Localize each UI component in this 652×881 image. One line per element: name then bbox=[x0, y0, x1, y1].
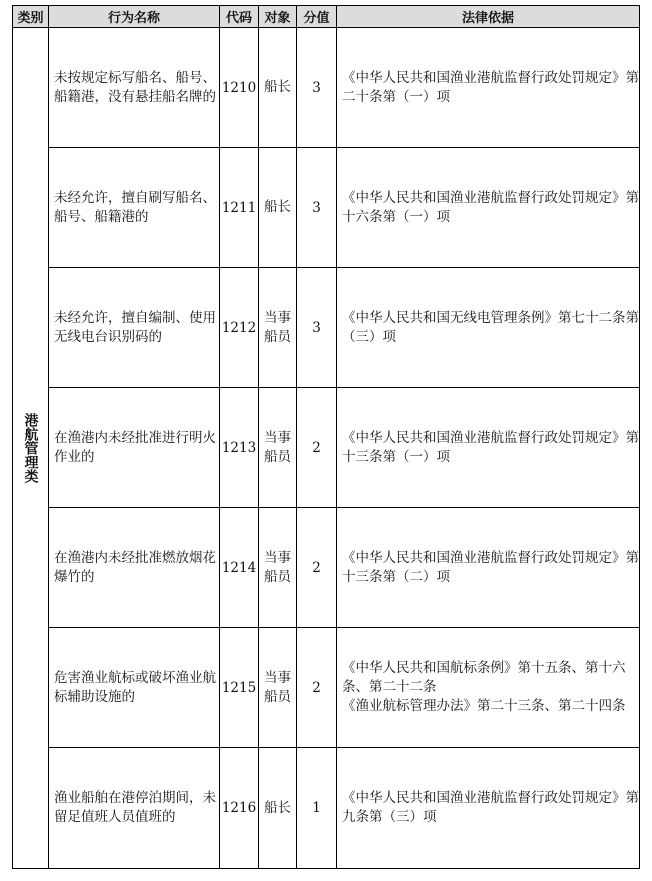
legal-basis: 《中华人民共和国无线电管理条例》第七十二条第（三）项 bbox=[337, 268, 640, 388]
behavior-code: 1215 bbox=[220, 628, 259, 748]
table-row bbox=[13, 388, 640, 508]
behavior-score: 1 bbox=[297, 748, 337, 869]
legal-basis: 《中华人民共和国渔业港航监督行政处罚规定》第十三条第（一）项 bbox=[337, 388, 640, 508]
behavior-target bbox=[259, 628, 297, 748]
legal-basis: 《中华人民共和国渔业港航监督行政处罚规定》第二十条第（一）项 bbox=[337, 28, 640, 148]
behavior-name: 未经允许，擅自编制、使用无线电台识别码的 bbox=[49, 268, 220, 388]
behavior-target-text: 当事船员 bbox=[264, 669, 291, 705]
behavior-score: 3 bbox=[297, 28, 337, 148]
behavior-target-text: 当事船员 bbox=[264, 429, 291, 465]
behavior-score: 2 bbox=[297, 628, 337, 748]
header-category: 类别 bbox=[13, 6, 49, 28]
behavior-target bbox=[259, 388, 297, 508]
behavior-name: 未经允许，擅自刷写船名、船号、船籍港的 bbox=[49, 148, 220, 268]
table-row bbox=[13, 148, 640, 268]
behavior-score: 2 bbox=[297, 508, 337, 628]
header-target: 对象 bbox=[259, 6, 297, 28]
behavior-code: 1213 bbox=[220, 388, 259, 508]
table-row bbox=[13, 748, 640, 869]
header-score: 分值 bbox=[297, 6, 337, 28]
behavior-target-text: 当事船员 bbox=[264, 549, 291, 585]
legal-basis: 《中华人民共和国渔业港航监督行政处罚规定》第九条第（三）项 bbox=[337, 748, 640, 869]
behavior-code: 1212 bbox=[220, 268, 259, 388]
table-row bbox=[13, 268, 640, 388]
category-label: 港航管理类 bbox=[22, 413, 39, 483]
behavior-name: 渔业船舶在港停泊期间，未留足值班人员值班的 bbox=[49, 748, 220, 869]
legal-basis: 《中华人民共和国渔业港航监督行政处罚规定》第十三条第（二）项 bbox=[337, 508, 640, 628]
behavior-name: 在渔港内未经批准燃放烟花爆竹的 bbox=[49, 508, 220, 628]
behavior-name: 在渔港内未经批准进行明火作业的 bbox=[49, 388, 220, 508]
table-row bbox=[13, 508, 640, 628]
table-row bbox=[13, 28, 640, 148]
legal-basis: 《中华人民共和国航标条例》第十五条、第十六条、第二十二条 《渔业航标管理办法》第二十三条、第二十四条 bbox=[337, 628, 640, 748]
header-basis: 法律依据 bbox=[337, 6, 640, 28]
behavior-target bbox=[259, 508, 297, 628]
table-header-row bbox=[13, 6, 640, 28]
header-name: 行为名称 bbox=[49, 6, 220, 28]
behavior-score: 3 bbox=[297, 268, 337, 388]
behavior-code: 1214 bbox=[220, 508, 259, 628]
behavior-code: 1216 bbox=[220, 748, 259, 869]
behavior-score: 3 bbox=[297, 148, 337, 268]
penalty-table bbox=[12, 5, 640, 869]
behavior-score: 2 bbox=[297, 388, 337, 508]
table-row bbox=[13, 628, 640, 748]
header-code: 代码 bbox=[220, 6, 259, 28]
category-cell bbox=[13, 28, 49, 869]
behavior-code: 1211 bbox=[220, 148, 259, 268]
behavior-name: 未按规定标写船名、船号、船籍港，没有悬挂船名牌的 bbox=[49, 28, 220, 148]
behavior-target: 船长 bbox=[259, 148, 297, 268]
legal-basis: 《中华人民共和国渔业港航监督行政处罚规定》第十六条第（一）项 bbox=[337, 148, 640, 268]
behavior-target bbox=[259, 268, 297, 388]
behavior-target: 船长 bbox=[259, 28, 297, 148]
behavior-target-text: 当事船员 bbox=[264, 309, 291, 345]
behavior-code: 1210 bbox=[220, 28, 259, 148]
behavior-name: 危害渔业航标或破坏渔业航标辅助设施的 bbox=[49, 628, 220, 748]
behavior-target: 船长 bbox=[259, 748, 297, 869]
